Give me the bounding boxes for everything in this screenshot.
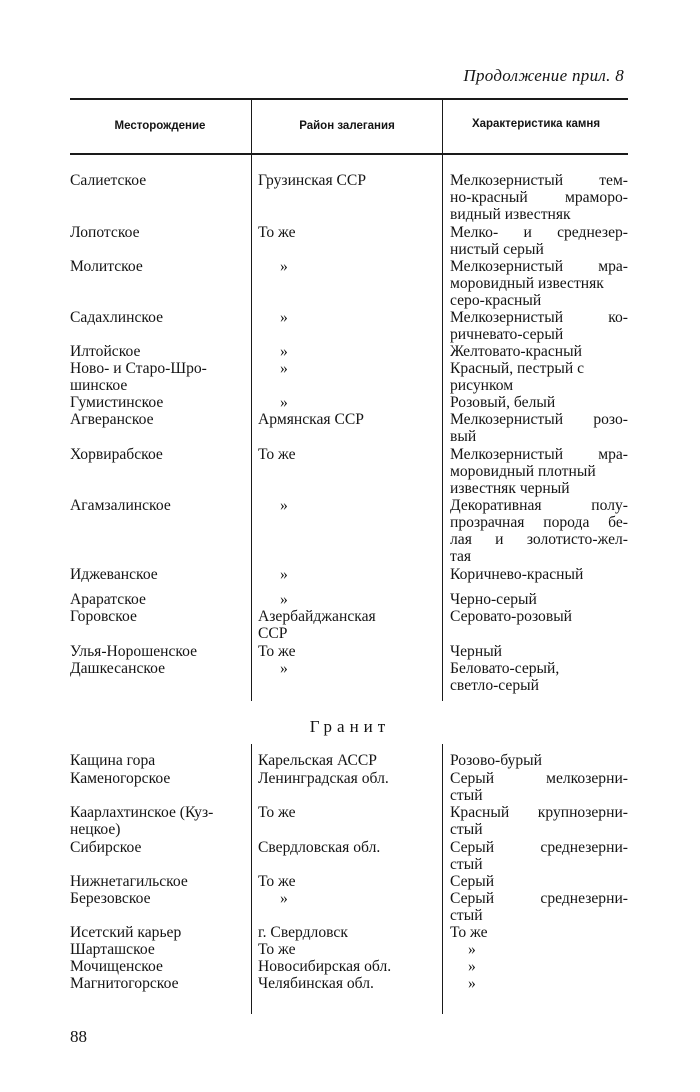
region-cell: Азербайджанская xyxy=(258,608,376,625)
deposit-cell: Лопотское xyxy=(70,224,140,241)
stone-cell: » xyxy=(468,958,476,975)
region-cell: » xyxy=(280,343,288,360)
region-cell: То же xyxy=(258,873,296,890)
stone-cell: Серый xyxy=(450,873,495,890)
deposit-cell: Исетский карьер xyxy=(70,924,182,941)
stone-cell: Мелкозернистый розо- xyxy=(450,411,628,428)
region-cell: То же xyxy=(258,643,296,660)
region-cell: » xyxy=(280,309,288,326)
region-cell: » xyxy=(280,258,288,275)
region-cell: » xyxy=(280,660,288,677)
header-bottom-rule xyxy=(70,153,628,155)
stone-cell: Серый мелкозерни- xyxy=(450,770,628,787)
column-divider xyxy=(251,98,252,701)
deposit-cell: Салиетское xyxy=(70,172,147,189)
deposit-cell: шинское xyxy=(70,377,128,394)
deposit-cell: Хорвирабское xyxy=(70,446,163,463)
stone-cell: ричневато-серый xyxy=(450,326,564,343)
stone-cell: прозрачная порода бе- xyxy=(450,514,628,531)
continuation-note: Продолжение прил. 8 xyxy=(463,66,624,85)
region-cell: То же xyxy=(258,941,296,958)
deposit-cell: Кащина гора xyxy=(70,752,156,769)
stone-cell: Желтовато-красный xyxy=(450,343,582,360)
stone-cell: Серовато-розовый xyxy=(450,608,573,625)
column-header-deposit: Месторождение xyxy=(114,120,206,132)
stone-cell: Беловато-серый, xyxy=(450,660,560,677)
deposit-cell: Араратское xyxy=(70,591,146,608)
stone-cell: стый xyxy=(450,856,483,873)
deposit-cell: Агамзалинское xyxy=(70,497,171,514)
deposit-cell: Горовское xyxy=(70,608,137,625)
stone-cell: Мелкозернистый мра- xyxy=(450,446,628,463)
stone-cell: Серый среднезерни- xyxy=(450,839,628,856)
stone-cell: Черный xyxy=(450,643,503,660)
stone-cell: моровидный известняк xyxy=(450,275,604,292)
deposit-cell: Березовское xyxy=(70,890,151,907)
deposit-cell: Каменогорское xyxy=(70,770,171,787)
region-cell: То же xyxy=(258,804,296,821)
stone-cell: Мелкозернистый ко- xyxy=(450,309,628,326)
deposit-cell: Магнитогорское xyxy=(70,975,179,992)
column-divider xyxy=(251,744,252,1014)
region-cell: » xyxy=(280,890,288,907)
stone-cell: Мелкозернистый тем- xyxy=(450,172,628,189)
stone-cell: Красный крупнозерни- xyxy=(450,804,628,821)
deposit-cell: Мочищенское xyxy=(70,958,163,975)
stone-cell: Мелко- и среднезер- xyxy=(450,224,628,241)
section-title: Гранит xyxy=(309,717,391,736)
stone-cell: » xyxy=(468,941,476,958)
stone-cell: вый xyxy=(450,428,477,445)
region-cell: г. Свердловск xyxy=(258,924,348,941)
stone-cell: лая и золотисто-жел- xyxy=(450,531,628,548)
stone-cell: » xyxy=(468,975,476,992)
deposit-cell: Каарлахтинское (Куз- xyxy=(70,804,214,821)
stone-cell: Черно-серый xyxy=(450,591,537,608)
deposit-cell: Садахлинское xyxy=(70,309,164,326)
stone-cell: Розово-бурый xyxy=(450,752,542,769)
region-cell: » xyxy=(280,360,288,377)
stone-cell: Коричнево-красный xyxy=(450,566,584,583)
deposit-cell: Сибирское xyxy=(70,839,142,856)
deposit-cell: нецкое) xyxy=(70,821,121,838)
region-cell: То же xyxy=(258,224,296,241)
region-cell: Армянская ССР xyxy=(258,411,364,428)
deposit-cell: Молитское xyxy=(70,258,143,275)
stone-cell: нистый серый xyxy=(450,241,544,258)
region-cell: » xyxy=(280,394,288,411)
deposit-cell: Дашкесанское xyxy=(70,660,166,677)
deposit-cell: Гумистинское xyxy=(70,394,164,411)
stone-cell: Красный, пестрый с xyxy=(450,360,585,377)
region-cell: » xyxy=(280,591,288,608)
stone-cell: тая xyxy=(450,548,472,565)
region-cell: ССР xyxy=(258,625,288,642)
stone-cell: но-красный мраморо- xyxy=(450,189,628,206)
deposit-cell: Нижнетагильское xyxy=(70,873,188,890)
stone-cell: рисунком xyxy=(450,377,514,394)
stone-cell: Мелкозернистый мра- xyxy=(450,258,628,275)
stone-cell: известняк черный xyxy=(450,480,570,497)
table-top-rule xyxy=(70,98,628,100)
stone-cell: Серый среднезерни- xyxy=(450,890,628,907)
deposit-cell: Улья-Норошенское xyxy=(70,643,198,660)
region-cell: Грузинская ССР xyxy=(258,172,366,189)
stone-cell: стый xyxy=(450,907,483,924)
region-cell: Свердловская обл. xyxy=(258,839,381,856)
region-cell: » xyxy=(280,497,288,514)
deposit-cell: Шарташское xyxy=(70,941,155,958)
stone-cell: светло-серый xyxy=(450,677,539,694)
stone-cell: То же xyxy=(450,924,488,941)
stone-cell: Розовый, белый xyxy=(450,394,556,411)
region-cell: Карельская АССР xyxy=(258,752,377,769)
page-number: 88 xyxy=(70,1027,87,1046)
region-cell: » xyxy=(280,566,288,583)
deposit-cell: Илтойское xyxy=(70,343,141,360)
deposit-cell: Агверанское xyxy=(70,411,154,428)
region-cell: То же xyxy=(258,446,296,463)
region-cell: Ленинградская обл. xyxy=(258,770,389,787)
region-cell: Новосибирская обл. xyxy=(258,958,392,975)
stone-cell: стый xyxy=(450,787,483,804)
column-header-region: Район залегания xyxy=(299,120,395,132)
stone-cell: Декоративная полу- xyxy=(450,497,628,514)
deposit-cell: Ново- и Старо-Шро- xyxy=(70,360,207,377)
column-divider xyxy=(442,744,443,1014)
deposit-cell: Иджеванское xyxy=(70,566,158,583)
column-header-stone: Характеристика камня xyxy=(471,118,601,130)
stone-cell: видный известняк xyxy=(450,206,571,223)
stone-cell: стый xyxy=(450,821,483,838)
stone-cell: серо-красный xyxy=(450,292,542,309)
stone-cell: моровидный плотный xyxy=(450,463,596,480)
region-cell: Челябинская обл. xyxy=(258,975,374,992)
